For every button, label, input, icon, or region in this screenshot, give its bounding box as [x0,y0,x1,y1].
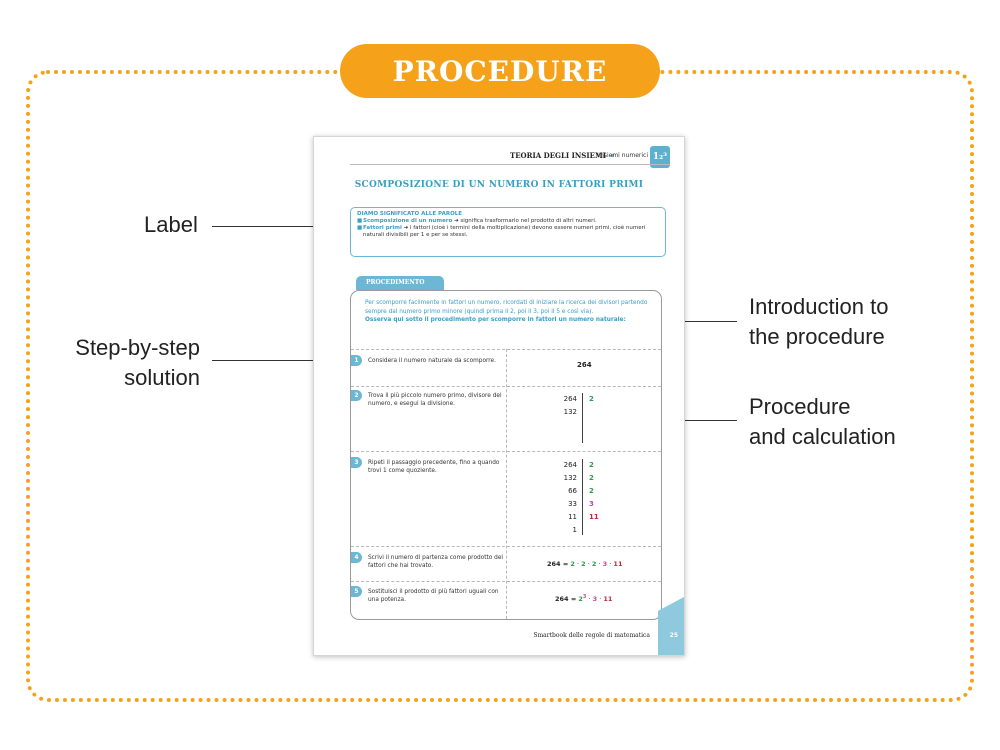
step-number: 5 [351,586,362,597]
intro-text: Per scomporre facilmente in fattori un numero, ricordati di iniziare la ricerca dei divisori partendo sempre dal numero primo minore (quindi prima il 2, poi il 3, poi il 5 e così via). [365,300,648,315]
procedure-intro [365,299,655,325]
dot-operator: · [609,560,612,568]
factor: 11 [603,595,613,604]
divisor: 2 [589,487,594,495]
dividend: 66 [568,487,577,495]
callout-proc-line1: Procedure [749,394,851,419]
divisor: 2 [589,474,594,482]
definition-term: Scomposizione di un numero [363,218,453,224]
divisor: 2 [589,461,594,469]
dot-operator: · [588,595,591,604]
callout-procedure [749,392,896,452]
step-text: Scrivi il numero di partenza come prodotto dei fattori che hai trovato. [368,555,504,569]
page-header [314,137,684,173]
divisor: 3 [589,500,594,508]
dividend: 1 [572,526,577,534]
page-number: 25 [669,632,678,639]
division-dividends [557,393,577,419]
callout-intro [749,292,888,352]
step-number: 2 [351,390,362,401]
procedure-box [350,290,662,620]
step-text: Considera il numero naturale da scomporre. [368,358,496,364]
division-dividends [557,459,577,537]
callout-intro-line1: Introduction to [749,294,889,319]
factor: 2 [591,560,597,568]
factor: 11 [613,560,623,568]
definition-item [357,218,659,225]
callout-step-line2: solution [124,365,200,390]
step-text: Sostituisci il prodotto di più fattori uguali con una potenza. [368,589,499,603]
callout-label: Label [144,212,198,237]
book-page [313,136,685,656]
product-lhs: 264 = [547,560,569,568]
division-bar [582,459,583,535]
dot-operator: · [576,560,580,568]
dividend: 11 [568,513,577,521]
calc-number: 264 [577,361,592,369]
dividend: 264 [563,461,577,469]
definition-text: ➜ i fattori (cioè i termini della moltiplicazione) devono essere numeri primi, cioè numeri naturali divisibili per 1 e per se stessi. [363,225,646,238]
definition-item [357,225,659,239]
dividend: 33 [568,500,577,508]
step-text: Trova il più piccolo numero primo, divisore del numero, e esegui la divisione. [368,393,502,407]
intro-bold: Osserva qui sotto il procedimento per scomporre in fattori un numero naturale: [365,317,626,323]
callout-proc-line2: and calculation [749,424,896,449]
factor: 3 [592,595,598,604]
power-base: 2 [578,595,583,604]
dot-operator: · [587,560,590,568]
step-number: 3 [351,457,362,468]
dot-operator: · [599,595,602,604]
callout-step-line1: Step-by-step [75,335,200,360]
page-header-title: TEORIA DEGLI INSIEMI [510,151,606,160]
page-title: PROCEDURE [340,44,660,98]
step-number: 1 [351,355,362,366]
dot-operator: · [598,560,601,568]
definitions-box [350,207,666,257]
dividend: 132 [563,408,577,416]
step-text: Ripeti il passaggio precedente, fino a quando trovi 1 come quoziente. [368,460,500,474]
section-badge: 1₂³ [650,146,670,168]
divisor: 2 [589,395,594,403]
page-header-subtitle: Insiemi numerici [598,152,648,159]
division-bar [582,393,583,443]
bullet-icon: ■ [357,218,363,224]
factor: 2 [581,560,586,568]
callout-step-by-step [60,333,200,393]
power-exponent: 3 [582,594,587,600]
definitions-heading: DIAMO SIGNIFICATO ALLE PAROLE [357,211,463,217]
step-number: 4 [351,552,362,563]
book-page-title: SCOMPOSIZIONE DI UN NUMERO IN FATTORI PRIMI [354,180,644,190]
factor-product [547,560,622,568]
factor: 2 [570,560,575,568]
power-product [555,594,612,603]
product-lhs: 264 = [555,595,577,604]
definition-term: Fattori primi [363,225,402,231]
definition-text: ➜ significa trasformarlo nel prodotto di altri numeri. [452,218,597,224]
dividend: 132 [563,474,577,482]
header-divider [350,164,670,165]
factor: 3 [602,560,608,568]
division-divisors [589,459,599,524]
dividend: 264 [563,395,577,403]
procedure-tab: PROCEDIMENTO [356,276,444,290]
bullet-icon: ■ [357,225,363,231]
divisor: 11 [589,513,599,521]
book-footer: Smartbook delle regole di matematica [533,632,650,639]
callout-intro-line2: the procedure [749,324,885,349]
column-divider [506,349,507,619]
